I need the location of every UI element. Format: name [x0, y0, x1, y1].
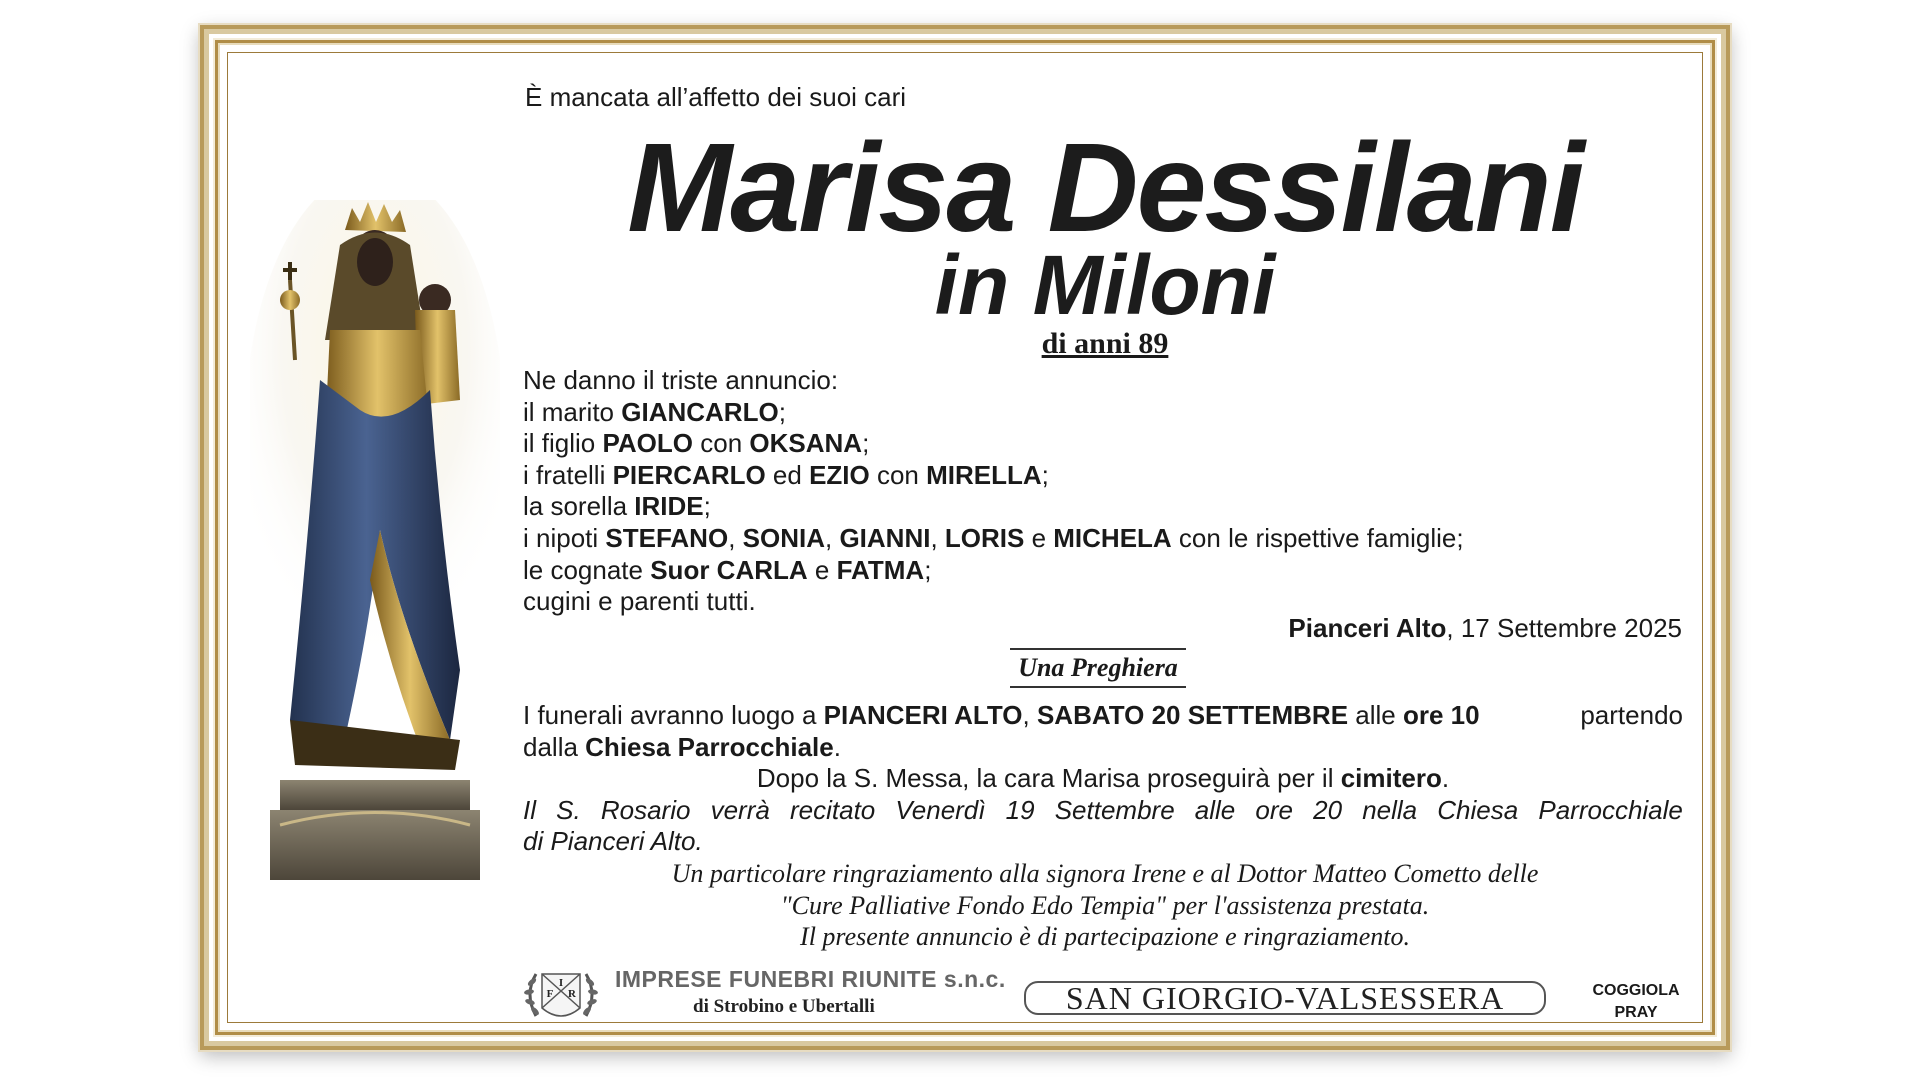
- text-run: .: [833, 731, 841, 762]
- text-run: ;: [1041, 459, 1049, 490]
- text-run: ;: [862, 428, 870, 459]
- family-list: [523, 365, 1464, 618]
- ifr-laurel-logo: [522, 962, 600, 1026]
- text-run: cugini e parenti tutti.: [523, 586, 756, 617]
- rosary-word: Il: [523, 794, 536, 825]
- family-line: [523, 555, 1464, 587]
- text-run: e: [807, 554, 837, 585]
- bold-name: cimitero: [1340, 763, 1442, 793]
- place: Pianceri Alto: [1288, 613, 1447, 643]
- bold-name: MICHELA: [1053, 522, 1172, 553]
- prayer-link[interactable]: Una Preghiera: [1010, 648, 1186, 688]
- text-run: con: [869, 459, 927, 490]
- family-line: [523, 428, 1464, 460]
- rosary-word: recitato: [789, 794, 876, 825]
- company-owners: di Strobino e Ubertalli: [693, 996, 875, 1017]
- funeral-line-1: [523, 700, 1683, 732]
- family-line: [523, 397, 1464, 429]
- rosary-word: nella: [1362, 794, 1418, 825]
- bold-name: FATMA: [836, 554, 925, 585]
- bold-name: Suor CARLA: [650, 554, 808, 585]
- text-run: ;: [778, 396, 786, 427]
- rosary-word: 20: [1313, 794, 1343, 825]
- location-badge: SAN GIORGIO-VALSESSERA: [1024, 981, 1546, 1015]
- thanks-block: [540, 858, 1670, 953]
- company-name-text: IMPRESE FUNEBRI RIUNITE: [615, 966, 938, 992]
- date: , 17 Settembre 2025: [1446, 613, 1682, 643]
- intro-text: È mancata all’affetto dei suoi cari: [525, 82, 907, 112]
- branch-coggiola: COGGIOLA: [1592, 982, 1680, 999]
- logo-letter-f: F: [546, 988, 554, 1000]
- text-run: ,: [824, 522, 840, 553]
- text-run: ,: [930, 522, 945, 553]
- bold-name: OKSANA: [749, 428, 863, 459]
- bold-name: PIERCARLO: [612, 459, 766, 490]
- logo-letter-i: I: [558, 977, 564, 989]
- madonna-statue-image: [250, 200, 500, 880]
- rosary-line: [523, 795, 1683, 827]
- bold-name: GIANNI: [839, 522, 931, 553]
- text-run: ;: [924, 554, 932, 585]
- text-run: alle: [1348, 700, 1403, 730]
- text-run: .: [1441, 763, 1450, 793]
- family-line: [523, 460, 1464, 492]
- company-name: [615, 966, 1006, 993]
- bold-name: GIANCARLO: [621, 396, 779, 427]
- text-run: dalla: [523, 731, 586, 762]
- text-run: ,: [1022, 700, 1037, 730]
- text-run: il marito: [523, 396, 622, 427]
- rosary-word: Parrocchiale: [1538, 794, 1683, 825]
- text-run: Ne danno il triste annuncio:: [523, 365, 839, 395]
- rosary-word: alle: [1194, 794, 1236, 825]
- rosary-word: Venerdì: [895, 794, 986, 825]
- thanks-line: Un particolare ringraziamento alla signora Irene e al Dottor Matteo Cometto delle: [671, 859, 1539, 888]
- bold-name: LORIS: [944, 522, 1025, 553]
- bold-name: PIANCERI ALTO: [823, 700, 1023, 730]
- text-run: e: [1024, 522, 1054, 553]
- text-run: con le rispettive famiglie;: [1171, 522, 1464, 553]
- bold-name: SABATO 20 SETTEMBRE: [1036, 700, 1349, 730]
- bold-name: IRIDE: [634, 491, 704, 522]
- deceased-age: di anni 89: [1041, 327, 1169, 360]
- family-line: [523, 491, 1464, 523]
- text-run: ,: [728, 522, 743, 553]
- text-run: i fratelli: [523, 459, 613, 490]
- text-run: con: [693, 428, 750, 459]
- text-run: I funerali avranno luogo a: [523, 700, 824, 730]
- family-line: [523, 523, 1464, 555]
- branch-locations: [1580, 980, 1692, 1024]
- text-run: ;: [703, 491, 711, 522]
- text-run: la sorella: [523, 491, 635, 522]
- text-run: i nipoti: [523, 522, 606, 553]
- rosary-word: 19: [1005, 794, 1035, 825]
- company-suffix: s.n.c.: [943, 966, 1006, 992]
- thanks-line: Il presente annuncio è di partecipazione e ringraziamento.: [800, 922, 1410, 951]
- thanks-line: "Cure Palliative Fondo Edo Tempia" per l'assistenza prestata.: [780, 890, 1430, 920]
- rosary-line-end: di Pianceri Alto.: [523, 826, 703, 856]
- family-line: [523, 365, 1464, 397]
- bold-name: EZIO: [809, 459, 870, 490]
- funeral-line-2: [523, 732, 1683, 764]
- rosary-word: Settembre: [1054, 794, 1175, 825]
- bold-name: Chiesa Parrocchiale: [585, 731, 834, 762]
- funeral-line-1-left: [523, 700, 1480, 732]
- rosary-word: Rosario: [600, 794, 691, 825]
- bold-name: STEFANO: [605, 522, 729, 553]
- text-run: ed: [765, 459, 810, 490]
- bold-name: SONIA: [742, 522, 825, 553]
- bold-name: MIRELLA: [926, 459, 1042, 490]
- rosary-word: Chiesa: [1437, 794, 1519, 825]
- bold-name: ore 10: [1402, 700, 1480, 730]
- rosary-word: ore: [1255, 794, 1293, 825]
- funeral-info: [523, 700, 1683, 858]
- funeral-line-3: [523, 763, 1683, 795]
- text-run: Dopo la S. Messa, la cara Marisa proseguirà per il: [756, 763, 1341, 793]
- text-run: il figlio: [523, 428, 603, 459]
- bold-name: PAOLO: [602, 428, 694, 459]
- place-date: [1000, 613, 1682, 644]
- rosary-word: S.: [556, 794, 581, 825]
- married-name: in Miloni: [934, 238, 1276, 332]
- branch-pray: PRAY: [1614, 1004, 1658, 1021]
- text-run: le cognate: [523, 554, 651, 585]
- logo-letter-r: R: [568, 988, 576, 1000]
- rosary-word: verrà: [710, 794, 770, 825]
- funeral-line-1-right: partendo: [1580, 700, 1683, 730]
- deceased-name: Marisa Dessilani: [627, 117, 1583, 258]
